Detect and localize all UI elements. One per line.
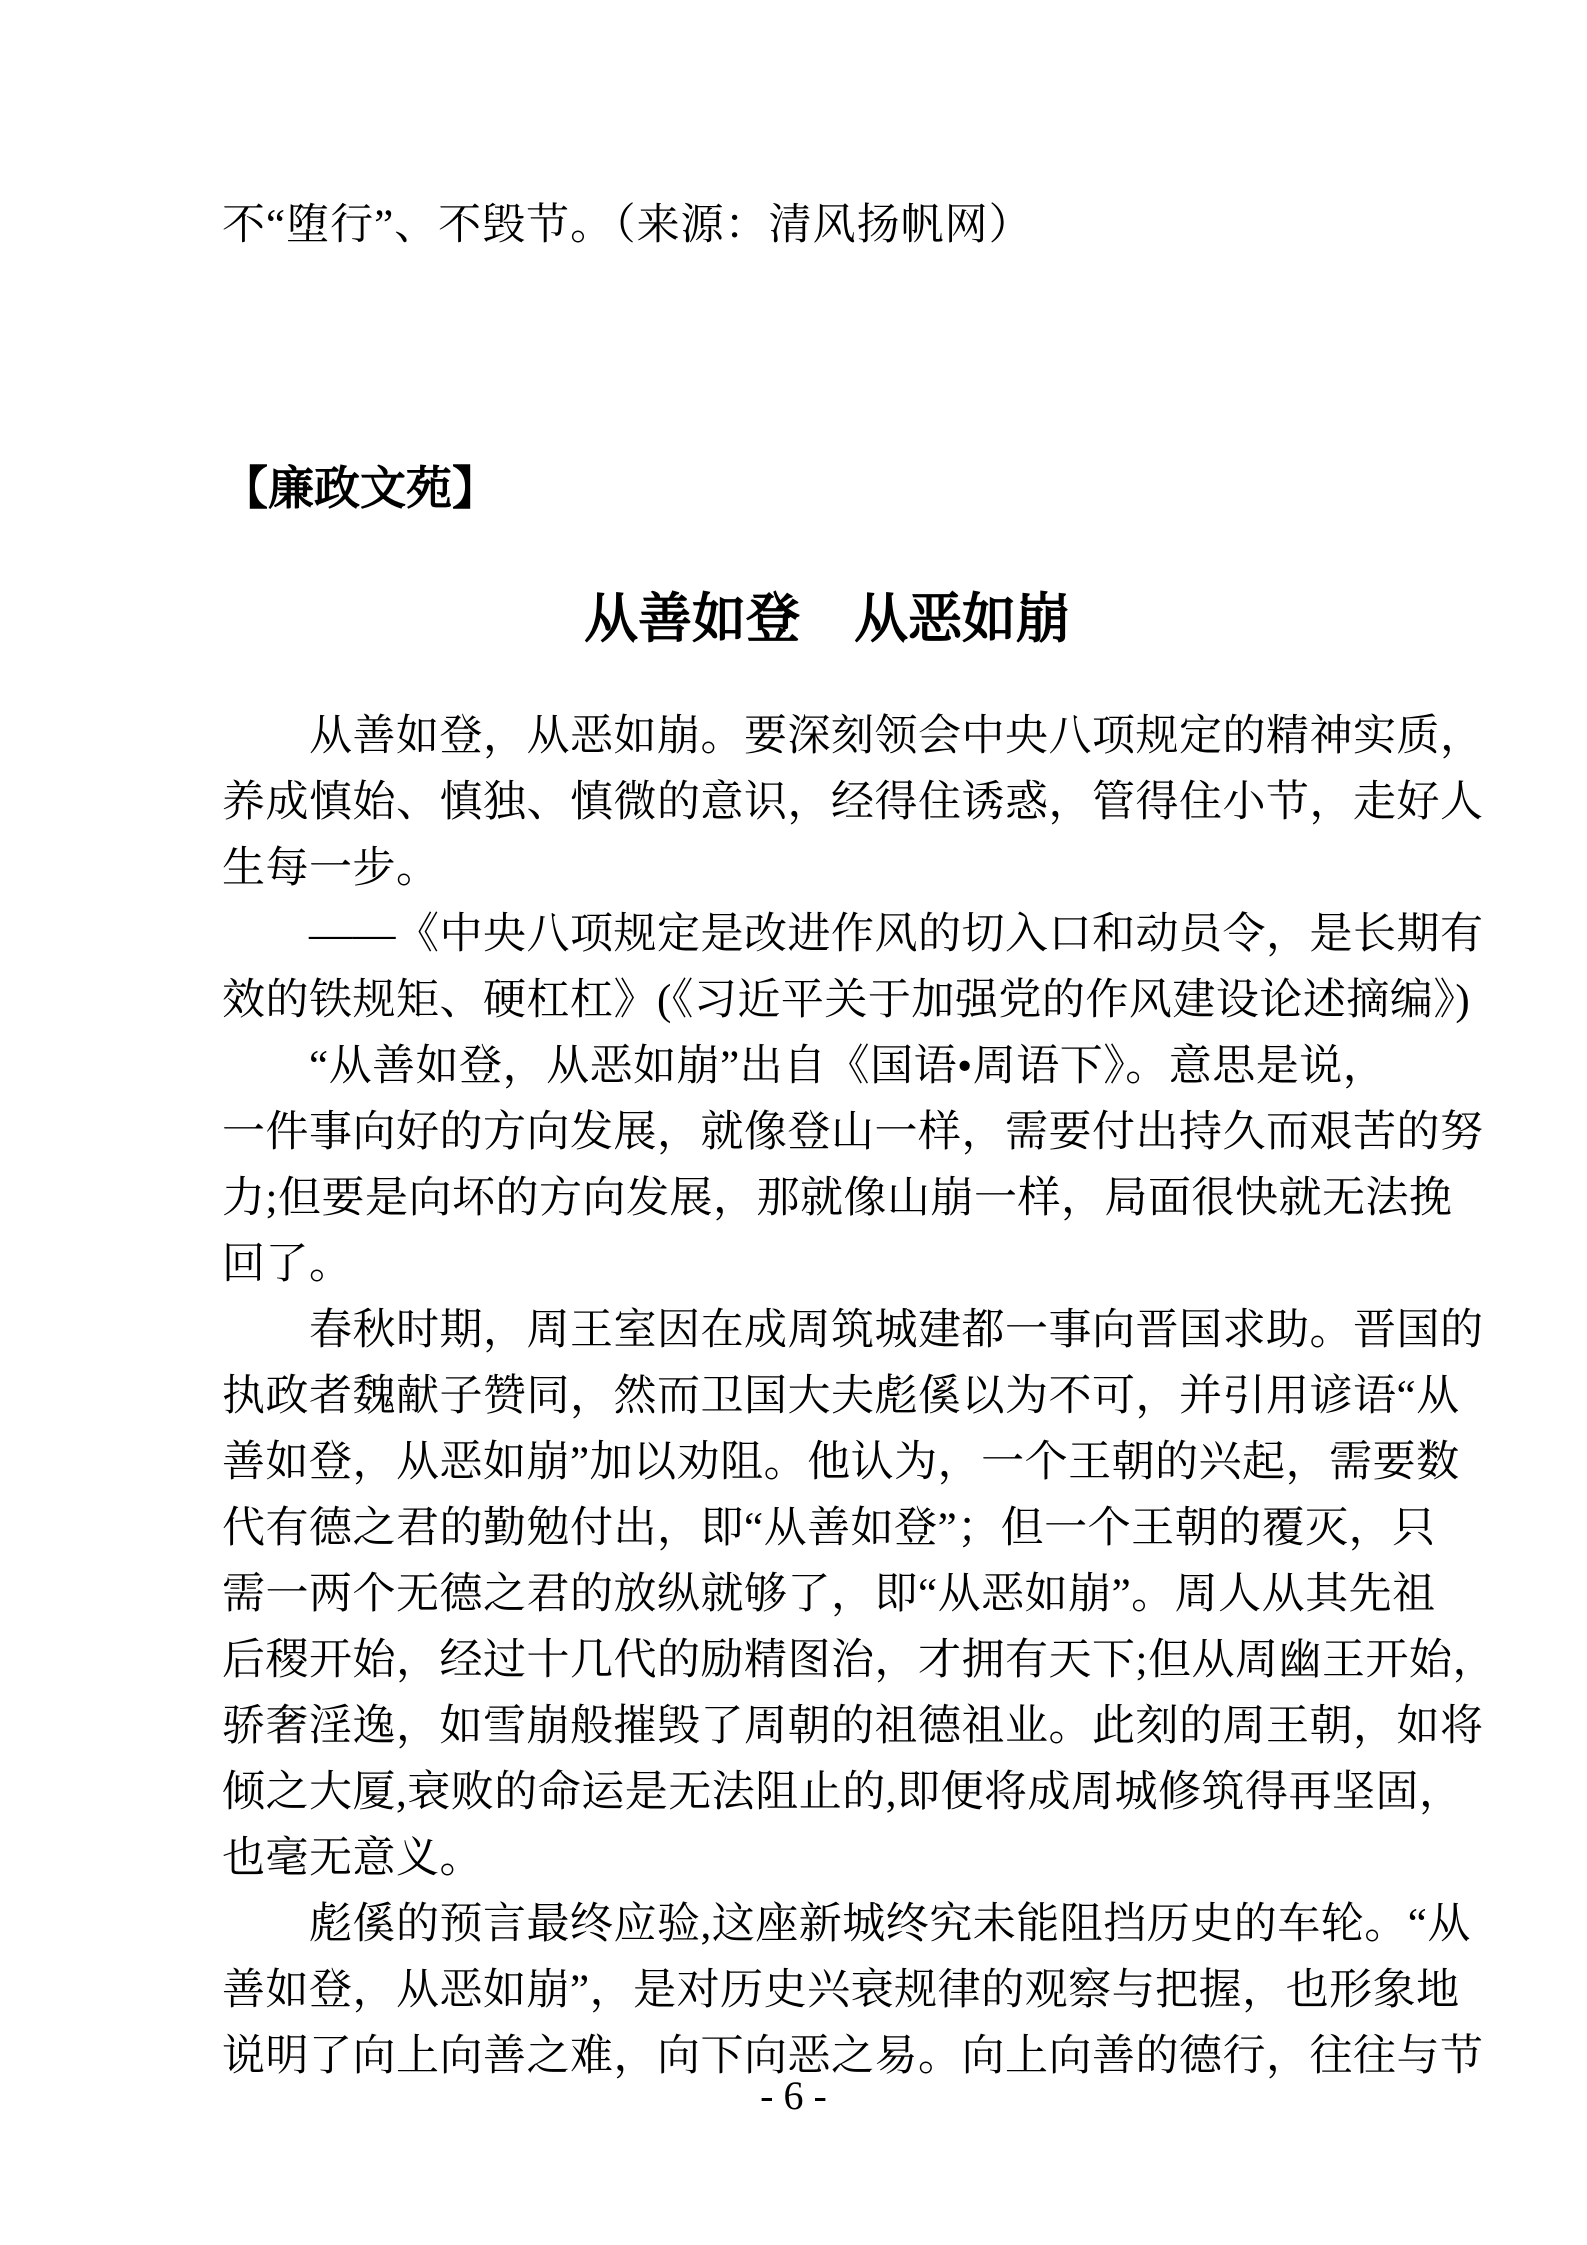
text-line: 骄奢淫逸，如雪崩般摧毁了周朝的祖德祖业。此刻的周王朝，如将 [222,1703,1484,1750]
text-line: 生每一步。 [222,845,440,892]
article-title: 从善如登 从恶如崩 [584,589,1070,649]
paragraph [222,1892,1484,2090]
page-number: - 6 - [760,2073,827,2118]
text-line: 从善如登，从恶如崩。要深刻领会中央八项规定的精神实质， [309,713,1484,760]
text-line: 一件事向好的方向发展，就像登山一样，需要付出持久而艰苦的努 [222,1109,1484,1156]
text-line: 后稷开始，经过十几代的励精图治，才拥有天下;但从周幽王开始， [222,1637,1496,1684]
paragraph [222,1298,1496,1892]
section-header: 【廉政文苑】 [222,463,498,514]
paragraph [222,1034,1484,1298]
text-line: 善如登，从恶如崩”，是对历史兴衰规律的观察与把握，也形象地 [222,1967,1460,2014]
paragraph [222,704,1484,902]
text-line: 回了。 [222,1241,353,1288]
text-line: 也毫无意义。 [222,1835,483,1882]
text-line: 代有德之君的勤勉付出，即“从善如登”；但一个王朝的覆灭，只 [222,1505,1436,1552]
text-line: 倾之大厦,衰败的命运是无法阻止的,即便将成周城修筑得再坚固， [222,1769,1463,1816]
text-line: 养成慎始、慎独、慎微的意识，经得住诱惑，管得住小节，走好人 [222,779,1484,826]
text-line: 需一两个无德之君的放纵就够了，即“从恶如崩”。周人从其先祖 [222,1571,1436,1618]
text-line: 力;但要是向坏的方向发展，那就像山崩一样，局面很快就无法挽 [222,1175,1453,1222]
text-line: 效的铁规矩、硬杠杠》(《习近平关于加强党的作风建设论述摘编》) [222,977,1471,1024]
text-line: ——《中央八项规定是改进作风的切入口和动员令，是长期有 [309,911,1484,958]
continuation-paragraph-text: 不“堕行”、不毁节。（来源：清风扬帆网） [222,202,1033,249]
text-line: 执政者魏献子赞同，然而卫国大夫彪傒以为不可，并引用谚语“从 [222,1373,1460,1420]
text-line: 善如登，从恶如崩”加以劝阻。他认为，一个王朝的兴起，需要数 [222,1439,1460,1486]
paragraph [222,902,1484,1034]
text-line: 说明了向上向善之难，向下向恶之易。向上向善的德行，往往与节 [222,2033,1484,2080]
text-line: 彪傒的预言最终应验,这座新城终究未能阻挡历史的车轮。“从 [309,1901,1471,1948]
article-body [222,704,1496,2090]
text-line: “从善如登，从恶如崩”出自《国语•周语下》。意思是说， [309,1043,1387,1090]
text-line: 春秋时期，周王室因在成周筑城建都一事向晋国求助。晋国的 [309,1307,1484,1354]
